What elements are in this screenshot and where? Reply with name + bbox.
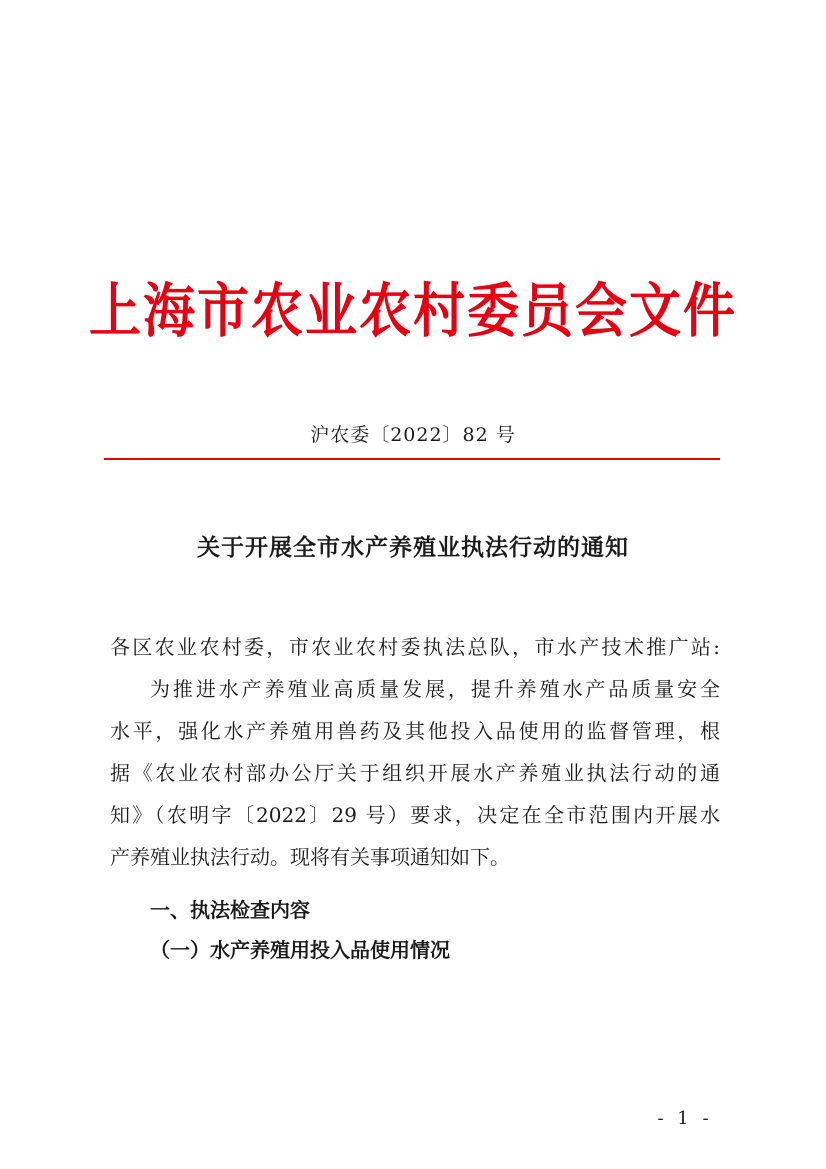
section-heading-1: 一、执法检查内容: [150, 898, 310, 922]
paragraph-line-3: 据《农业农村部办公厅关于组织开展水产养殖业执法行动的通: [110, 761, 720, 785]
red-divider-line: [104, 458, 720, 460]
section-heading-1-1: （一）水产养殖用投入品使用情况: [150, 938, 450, 962]
notice-title: 关于开展全市水产养殖业执法行动的通知: [197, 534, 629, 561]
document-number: 沪农委〔2022〕82 号: [310, 424, 516, 446]
paragraph-line-1: 为推进水产养殖业高质量发展，提升养殖水产品质量安全: [150, 677, 720, 701]
paragraph-line-5: 产养殖业执法行动。现将有关事项通知如下。: [110, 845, 510, 869]
document-masthead: 上海市农业农村委员会文件: [88, 277, 737, 346]
addressee-line: 各区农业农村委，市农业农村委执法总队，市水产技术推广站:: [110, 635, 720, 659]
page-number: - 1 -: [657, 1108, 713, 1129]
notice-body: [110, 626, 720, 878]
paragraph-line-2: 水平，强化水产养殖用兽药及其他投入品使用的监督管理，根: [110, 719, 720, 743]
paragraph-line-4: 知》（农明字〔2022〕29 号）要求，决定在全市范围内开展水: [110, 803, 720, 827]
